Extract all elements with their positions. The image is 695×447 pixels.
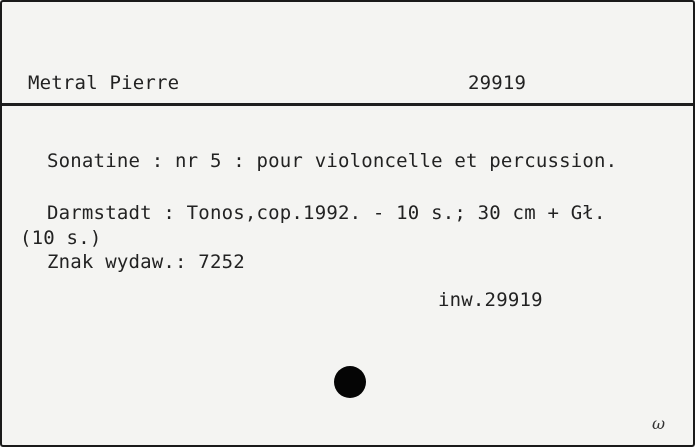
publication-statement: Darmstadt : Tonos,cop.1992. - 10 s.; 30 cm + Gł. (47, 202, 606, 224)
corner-mark: ω (652, 414, 666, 433)
publication-statement-continued: (10 s.) (20, 227, 102, 249)
author-name: Metral Pierre (28, 72, 180, 94)
punch-hole (334, 366, 366, 398)
shelf-number: 29919 (468, 72, 527, 94)
inventory-number: inw.29919 (438, 289, 543, 311)
title-statement: Sonatine : nr 5 : pour violoncelle et percussion. (47, 150, 618, 172)
publisher-number: Znak wydaw.: 7252 (47, 251, 245, 273)
header-divider (2, 103, 693, 106)
